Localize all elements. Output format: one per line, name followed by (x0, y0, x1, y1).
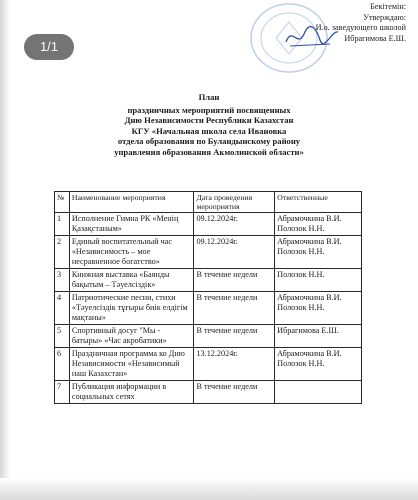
title-line-5: отдела образования по Буландынскому району (117, 136, 301, 147)
row-number: 4 (55, 292, 70, 325)
row-date: В течение недели (194, 381, 275, 404)
title-plan: План (198, 92, 220, 102)
approval-position: И.о. заведующего школой (315, 23, 406, 32)
row-date: В течение недели (194, 292, 275, 325)
row-responsible: Полозок Н.Н. (275, 269, 362, 292)
row-event-name: Спортивный досуг "Мы - батыры» «Час акробатики» (69, 325, 194, 348)
approval-line-ru: Утверждаю: (363, 12, 406, 22)
row-number: 6 (55, 348, 70, 381)
table-row (55, 213, 362, 236)
row-responsible: Абрамочкина В.И. Полозок Н.Н. (275, 348, 362, 381)
table-row (55, 236, 362, 269)
table-row (55, 348, 362, 381)
row-number: 7 (55, 381, 70, 404)
row-responsible: Ибрагимова Е.Ш. (275, 325, 362, 348)
row-date: 09.12.2024г. (194, 236, 275, 269)
table-row (55, 292, 362, 325)
events-table (54, 191, 362, 404)
row-number: 5 (55, 325, 70, 348)
header-responsible: Ответственные (275, 192, 362, 213)
row-date: В течение недели (194, 325, 275, 348)
title-line-2: праздничных мероприятий посвященных (127, 104, 291, 115)
table-row (55, 381, 362, 404)
header-number: № (55, 192, 70, 213)
title-line-4: КГУ «Начальная школа села Ивановка (131, 125, 287, 136)
row-responsible (275, 381, 362, 404)
row-number: 2 (55, 236, 70, 269)
row-event-name: Исполнение Гимна РК «Менің Қазақстаным» (69, 213, 194, 236)
row-responsible: Абрамочкина В.И. Полозок Н.Н. (275, 213, 362, 236)
approval-line-kz: Бекітемін: (370, 2, 406, 11)
title-line-3: Дню Независимости Республики Казахстан (124, 115, 294, 126)
row-date: 13.12.2024г. (194, 348, 275, 381)
page-edge-shadow (0, 0, 10, 500)
table-row (55, 269, 362, 292)
page-bottom-shadow (0, 478, 418, 500)
signature-icon (282, 22, 342, 50)
table-row (55, 325, 362, 348)
row-event-name: Единый воспитательный час «Независимость – мое несравненное богатство» (69, 236, 194, 269)
document-title (0, 92, 418, 158)
row-responsible: Абрамочкина В.И. Полозок Н.Н. (275, 236, 362, 269)
title-line-6: управления образования Акмолинской области» (114, 146, 304, 157)
table-header-row (55, 192, 362, 213)
row-event-name: Книжная выставка «Баянды бақытым – Тәуелсіздік» (69, 269, 194, 292)
header-date: Дата проведения мероприятия (194, 192, 275, 213)
row-event-name: Публикация информации в социальных сетях (69, 381, 194, 404)
row-number: 3 (55, 269, 70, 292)
row-date: 09.12.2024г. (194, 213, 275, 236)
row-responsible: Абрамочкина В.И. Полозок Н.Н. (275, 292, 362, 325)
header-event-name: Наименование мероприятия (69, 192, 194, 213)
row-event-name: Патриотические песни, стихи «Тәуелсіздік тұғыры биік елдігім мақтаны» (69, 292, 194, 325)
row-event-name: Праздничная программа ко Дню Независимости «Независимый наш Казахстан» (69, 348, 194, 381)
page-counter-badge: 1/1 (24, 34, 74, 60)
row-number: 1 (55, 213, 70, 236)
row-date: В течение недели (194, 269, 275, 292)
approval-name: Ибрагимова Е.Ш. (344, 33, 406, 43)
